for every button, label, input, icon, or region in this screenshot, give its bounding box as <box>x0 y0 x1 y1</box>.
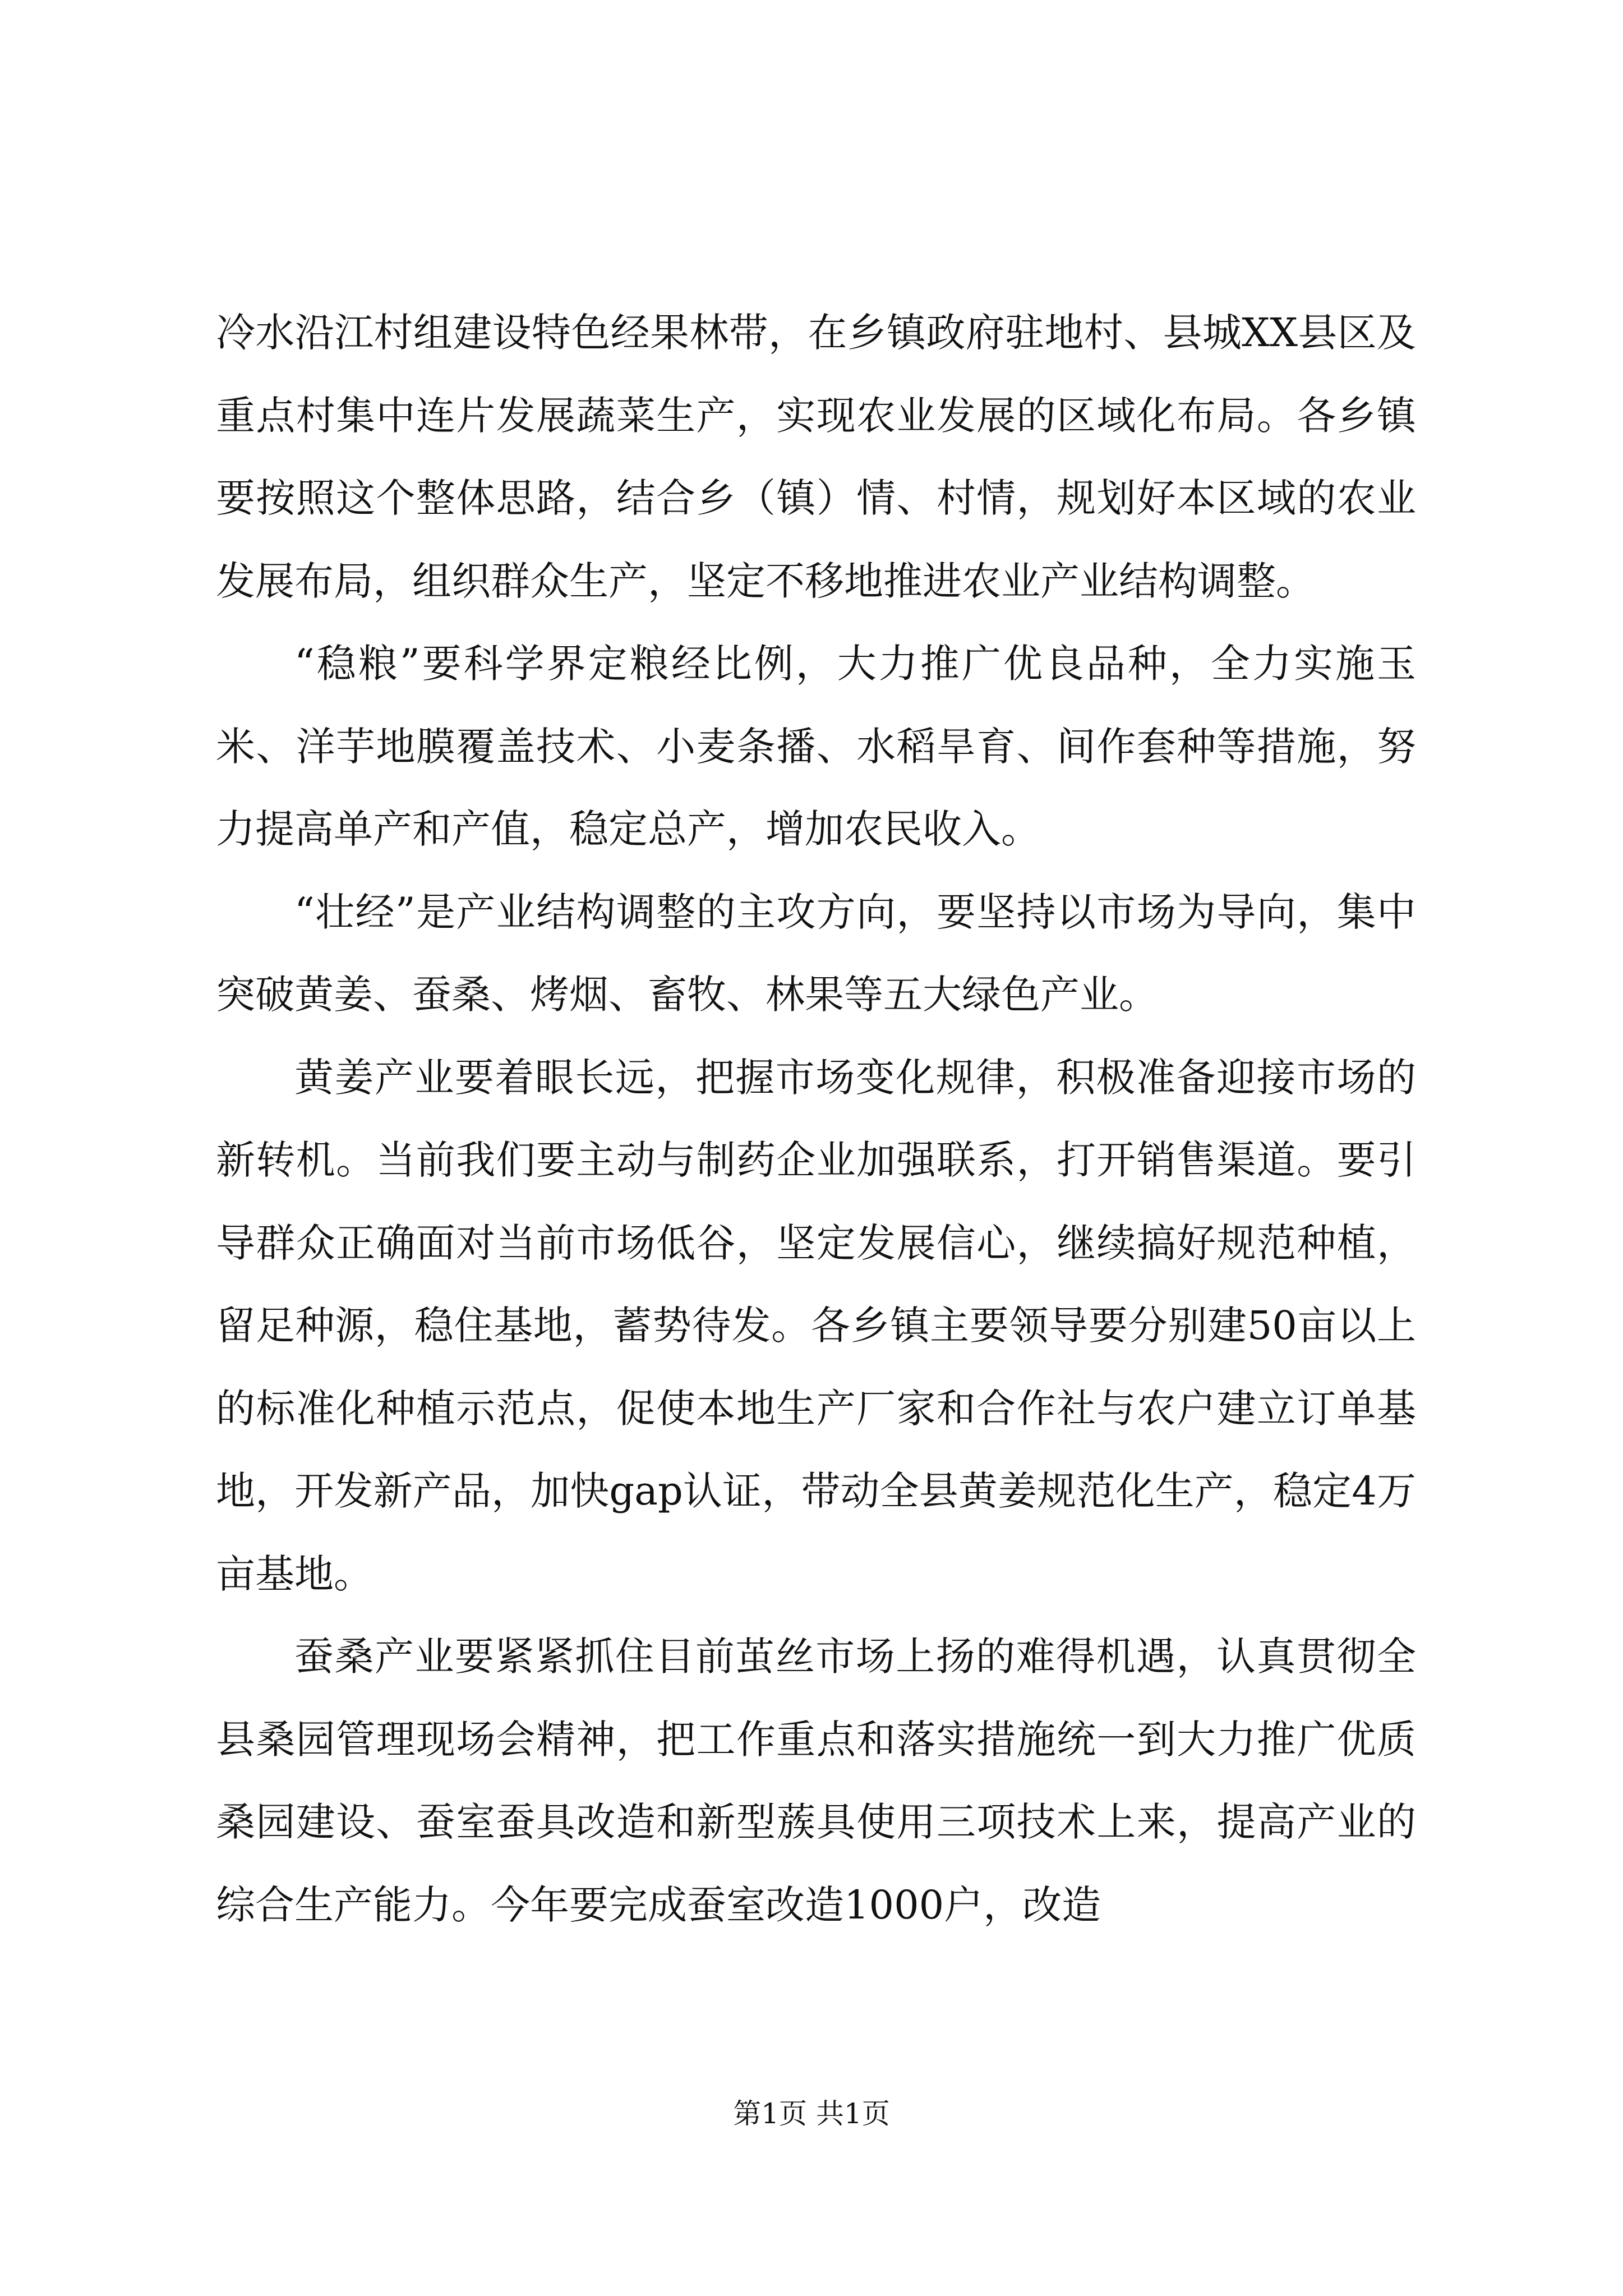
paragraph-continued: 冷水沿江村组建设特色经果林带，在乡镇政府驻地村、县城XX县区及重点村集中连片发展蔬菜生产，实现农业发展的区域化布局。各乡镇要按照这个整体思路，结合乡（镇）情、村情，规划好本区域的农业发展布局，组织群众生产，坚定不移地推进农业产业结构调整。 <box>216 310 1416 604</box>
paragraph-sericulture: 蚕桑产业要紧紧抓住目前茧丝市场上扬的难得机遇，认真贯彻全县桑园管理现场会精神，把工作重点和落实措施统一到大力推广优质桑园建设、蚕室蚕具改造和新型蔟具使用三项技术上来，提高产业的综合生产能力。今年要完成蚕室改造1000户，改造 <box>216 1634 1416 1928</box>
document-body <box>216 292 1416 1947</box>
paragraph-yellow-ginger: 黄姜产业要着眼长远，把握市场变化规律，积极准备迎接市场的新转机。当前我们要主动与制药企业加强联系，打开销售渠道。要引导群众正确面对当前市场低谷，坚定发展信心，继续搞好规范种植，留足种源，稳住基地，蓄势待发。各乡镇主要领导要分别建50亩以上的标准化种植示范点，促使本地生产厂家和合作社与农户建立订单基地，开发新产品，加快gap认证，带动全县黄姜规范化生产，稳定4万亩基地。 <box>216 1054 1416 1597</box>
page-footer: 第1页 共1页 <box>733 2097 890 2130</box>
paragraph-strong-economy: “壮经”是产业结构调整的主攻方向，要坚持以市场为导向，集中突破黄姜、蚕桑、烤烟、畜牧、林果等五大绿色产业。 <box>216 889 1416 1018</box>
paragraph-stable-grain: “稳粮”要科学界定粮经比例，大力推广优良品种，全力实施玉米、洋芋地膜覆盖技术、小麦条播、水稻旱育、间作套种等措施，努力提高单产和产值，稳定总产，增加农民收入。 <box>216 641 1416 852</box>
